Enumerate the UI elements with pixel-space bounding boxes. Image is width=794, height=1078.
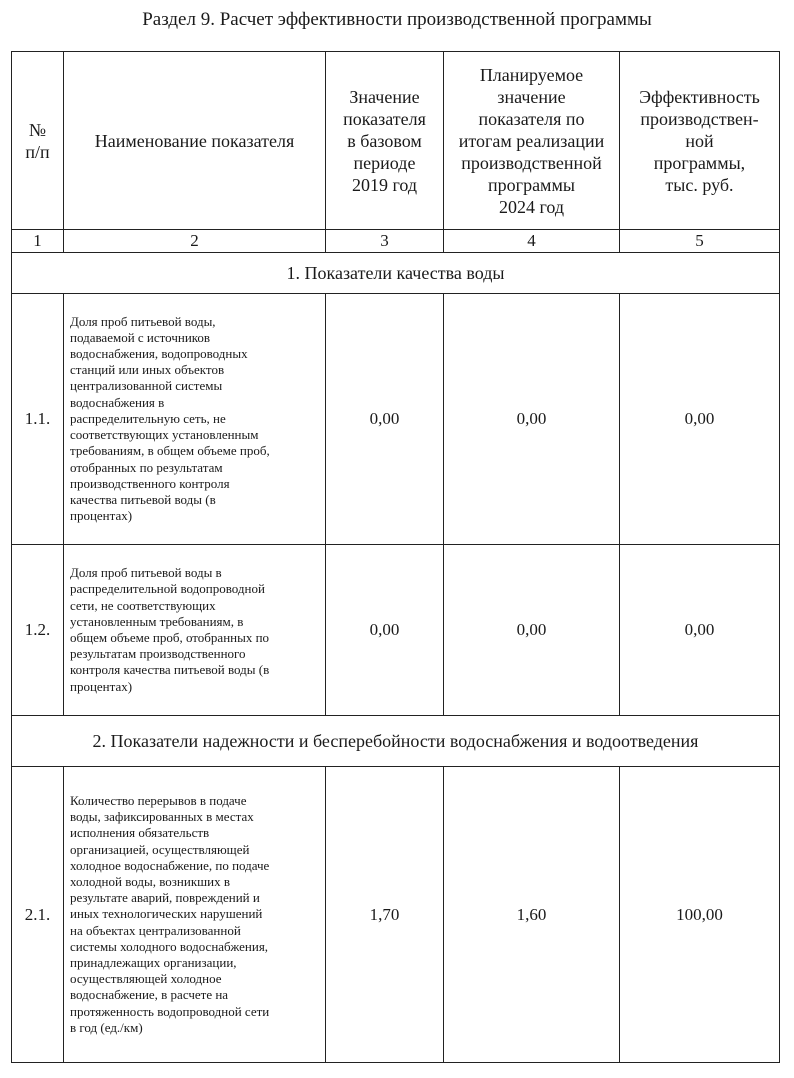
efficiency-table [11, 51, 780, 1063]
row-planned-value: 0,00 [444, 294, 620, 545]
section-row-water-quality [12, 253, 780, 294]
row-planned-value: 0,00 [444, 545, 620, 716]
header-number: № п/п [12, 52, 64, 230]
header-efficiency: Эффективность производствен- ной программы, тыс. руб. [620, 52, 780, 230]
header-planned-value: Планируемое значение показателя по итогам реализации производственной программы 2024 год [444, 52, 620, 230]
column-number: 3 [326, 230, 444, 253]
header-row [12, 52, 780, 230]
row-indicator-name: Доля проб питьевой воды в распределительной водопроводной сети, не соответствующих установленным требованиям, в общем объеме проб, отобранных по результатам производственного контроля качества питьевой воды (в процентах) [64, 545, 326, 716]
row-efficiency-value: 0,00 [620, 545, 780, 716]
row-efficiency-value: 0,00 [620, 294, 780, 545]
table-row [12, 294, 780, 545]
row-base-value: 0,00 [326, 545, 444, 716]
section-title: 2. Показатели надежности и бесперебойности водоснабжения и водоотведения [12, 716, 780, 767]
row-planned-value: 1,60 [444, 767, 620, 1063]
row-number: 1.1. [12, 294, 64, 545]
row-number: 1.2. [12, 545, 64, 716]
row-base-value: 1,70 [326, 767, 444, 1063]
page-title: Раздел 9. Расчет эффективности производственной программы [142, 9, 652, 30]
row-number: 2.1. [12, 767, 64, 1063]
column-number: 4 [444, 230, 620, 253]
column-number-row [12, 230, 780, 253]
row-efficiency-value: 100,00 [620, 767, 780, 1063]
header-base-value: Значение показателя в базовом периоде 2019 год [326, 52, 444, 230]
header-name: Наименование показателя [64, 52, 326, 230]
row-indicator-name: Количество перерывов в подаче воды, зафиксированных в местах исполнения обязательств организацией, осуществляющей холодное водоснабжение, по подаче холодной воды, возникших в результате аварий, повреждений и иных технологических нарушений на объектах централизованной системы холодного водоснабжения, принадлежащих организации, осуществляющей холодное водоснабжение, в расчете на протяженность водопроводной сети в год (ед./км) [64, 767, 326, 1063]
table-row [12, 545, 780, 716]
table-row [12, 767, 780, 1063]
column-number: 1 [12, 230, 64, 253]
column-number: 2 [64, 230, 326, 253]
column-number: 5 [620, 230, 780, 253]
row-indicator-name: Доля проб питьевой воды, подаваемой с источников водоснабжения, водопроводных станций или иных объектов централизованной системы водоснабжения в распределительную сеть, не соответствующих установленным требованиям, в общем объеме проб, отобранных по результатам производственного контроля качества питьевой воды (в процентах) [64, 294, 326, 545]
section-row-reliability [12, 716, 780, 767]
section-title: 1. Показатели качества воды [12, 253, 780, 294]
row-base-value: 0,00 [326, 294, 444, 545]
